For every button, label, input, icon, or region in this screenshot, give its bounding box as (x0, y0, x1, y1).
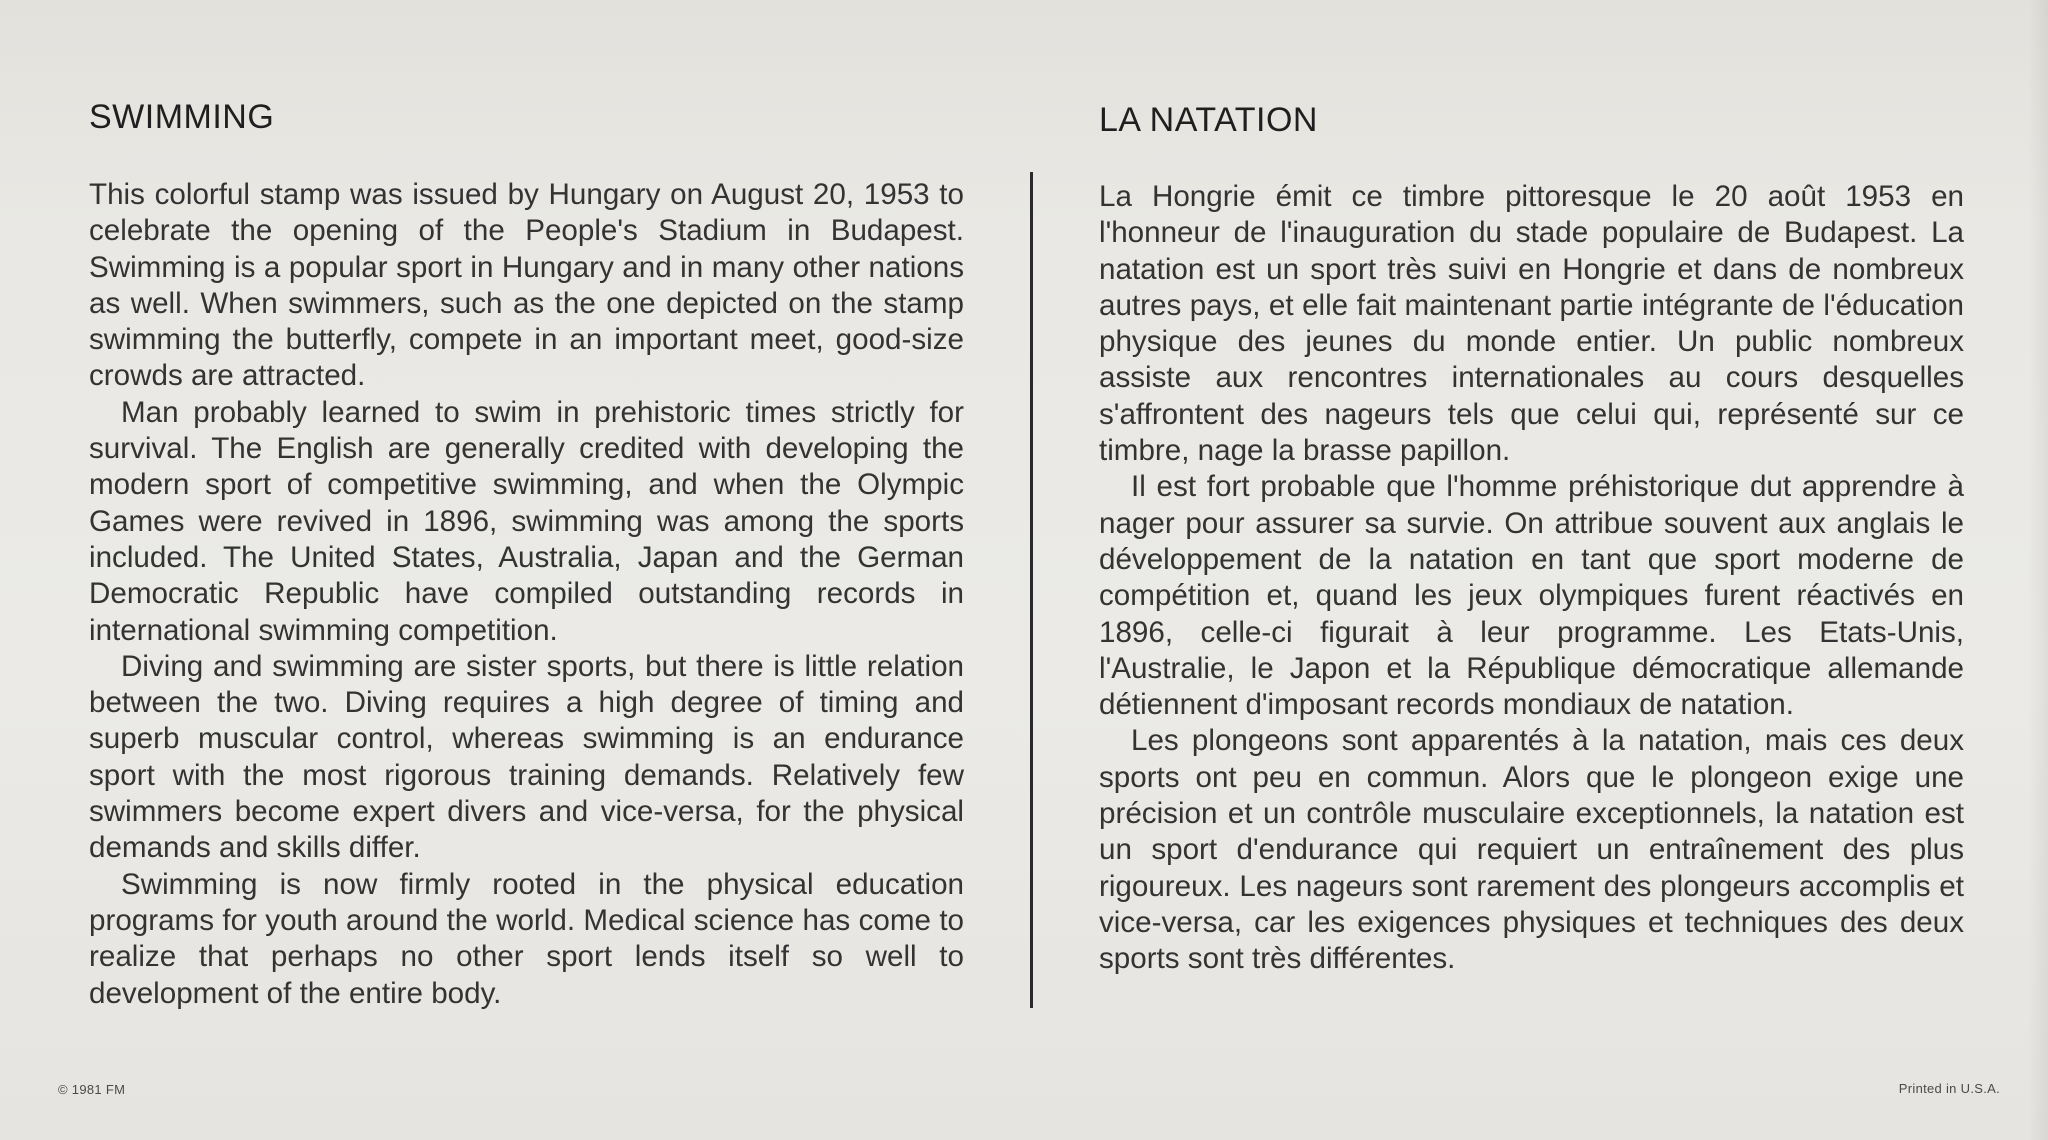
english-column (89, 96, 964, 1010)
page-edge-shadow (2028, 0, 2048, 1140)
french-column (1099, 96, 1964, 976)
french-title: LA NATATION (1099, 101, 1318, 139)
english-body (89, 177, 964, 1012)
english-paragraph-4: Swimming is now firmly rooted in the physical education programs for youth around the world. Medical science has come to realize that perhaps no other sport lends itself so well to development of the entire body. (89, 867, 964, 1010)
french-paragraph-1: La Hongrie émit ce timbre pittoresque le 20 août 1953 en l'honneur de l'inauguration du stade populaire de Budapest. La natation est un sport très suivi en Hongrie et dans de nombreux autres pays, et elle fait maintenant partie intégrante de l'éducation physique des jeunes du monde entier. Un public nombreux assiste aux rencontres internationales au cours desquelles s'affrontent des nageurs tels que celui qui, représenté sur ce timbre, nage la brasse papillon. (1099, 180, 1964, 468)
french-paragraph-3: Les plongeons sont apparentés à la natation, mais ces deux sports ont peu en commun. Alors que le plongeon exige une précision et un contrôle musculaire exceptionnels, la natation est un sport d'endurance qui requiert un entraînement des plus rigoureux. Les nageurs sont rarement des plongeurs accomplis et vice-versa, car les exigences physiques et techniques des deux sports sont très différentes. (1099, 724, 1964, 976)
french-paragraph-2: Il est fort probable que l'homme préhistorique dut apprendre à nager pour assurer sa survie. On attribue souvent aux anglais le développement de la natation en tant que sport moderne de compétition et, quand les jeux olympiques furent réactivés en 1896, celle-ci figurait à leur programme. Les Etats-Unis, l'Australie, le Japon et la République démocratique allemande détiennent d'imposant records mondiaux de natation. (1099, 470, 1964, 722)
english-paragraph-1: This colorful stamp was issued by Hungary on August 20, 1953 to celebrate the opening of the People's Stadium in Budapest. Swimming is a popular sport in Hungary and in many other nations as well. When swimmers, such as the one depicted on the stamp swimming the butterfly, compete in an important meet, good-size crowds are attracted. (89, 178, 964, 393)
copyright-notice: © 1981 FM (58, 1082, 126, 1097)
english-paragraph-2: Man probably learned to swim in prehistoric times strictly for survival. The English are generally credited with developing the modern sport of competitive swimming, and when the Olympic Games were revived in 1896, swimming was among the sports included. The United States, Australia, Japan and the German Democratic Republic have compiled outstanding records in international swimming competition. (89, 395, 964, 647)
french-body (1099, 179, 1964, 978)
english-paragraph-3: Diving and swimming are sister sports, but there is little relation between the two. Diving requires a high degree of timing and superb muscular control, whereas swimming is an endurance sport with the most rigorous training demands. Relatively few swimmers become expert divers and vice-versa, for the physical demands and skills differ. (89, 649, 964, 865)
column-divider (1030, 172, 1033, 1008)
printed-notice: Printed in U.S.A. (1898, 1081, 2000, 1096)
english-title: SWIMMING (89, 98, 275, 136)
